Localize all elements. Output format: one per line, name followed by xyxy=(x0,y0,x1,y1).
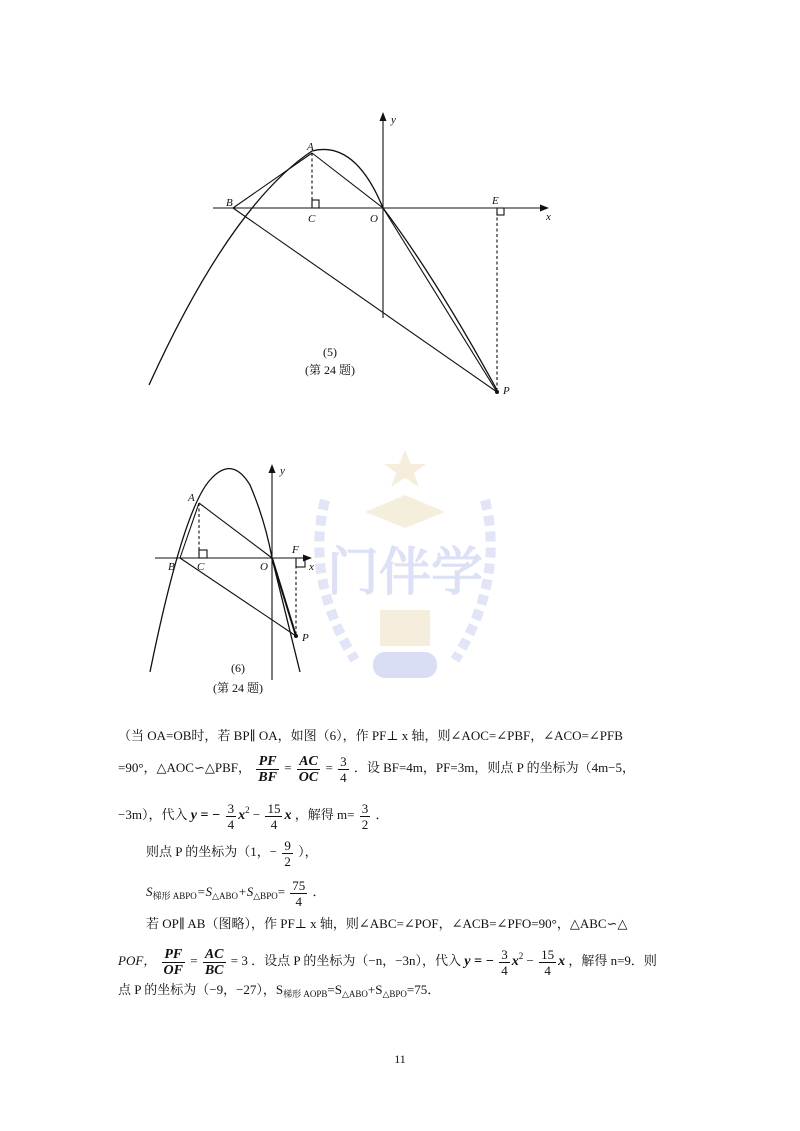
text-run: −3m），代入 xyxy=(118,807,188,822)
equals-3: = 3 xyxy=(230,953,248,968)
equation-y: y = − xyxy=(464,954,494,969)
watermark-text: 门伴学 xyxy=(326,545,484,602)
fig6-label-p: P xyxy=(302,632,309,644)
fraction-ac-bc: $\frac{AC}{BC}$ xyxy=(204,946,224,978)
fraction-pf-of: $\frac{PF}{OF}$ xyxy=(163,946,183,978)
fig6-label-y: y xyxy=(280,465,285,477)
var-x: x xyxy=(511,954,519,969)
var-x: x xyxy=(558,954,566,969)
text-run: ．设点 P 的坐标为（−n，−3n），代入 xyxy=(251,953,462,968)
text-run: 若 OP∥ AB（图略），作 PF⊥ x 轴，则∠ABC=∠POF，∠ACB=∠PFO=90°，△ABC∽△ xyxy=(146,916,628,931)
text-run: ． xyxy=(375,807,389,822)
solution-line-6 xyxy=(146,914,731,934)
fig5-number: (5) xyxy=(323,345,337,359)
fig6-number: (6) xyxy=(231,661,245,675)
text-run: +S xyxy=(237,884,254,899)
solution-line-8 xyxy=(118,980,703,1004)
solution-line-1 xyxy=(118,726,703,746)
solution-line-7 xyxy=(118,936,703,976)
exponent: 2 xyxy=(518,951,524,961)
fig6-label-f: F xyxy=(292,544,299,556)
fig5-label-x: x xyxy=(546,211,551,223)
text-run: ，解得 n=9．则 xyxy=(568,953,657,968)
text-run: ． xyxy=(312,884,326,899)
equation-y: y = − xyxy=(190,808,221,823)
subscript: △ABO xyxy=(341,989,368,999)
fig6-label-c: C xyxy=(197,561,205,573)
fig5-label-a: A xyxy=(307,141,314,153)
subscript: 梯形 AOPB xyxy=(283,989,328,999)
text-run: POF， xyxy=(118,953,157,968)
equals-sign: = xyxy=(277,884,286,899)
fraction-ac-oc: $\frac{AC}{OC}$ xyxy=(298,753,319,785)
fraction-15-4: $\frac{15}{4}$ xyxy=(267,800,281,832)
text-run: +S xyxy=(367,982,383,997)
fig5-label-e: E xyxy=(492,195,499,207)
solution-line-5 xyxy=(146,872,731,912)
fig5-label-o: O xyxy=(370,213,378,225)
minus-sign: − xyxy=(249,807,264,822)
text-run: 点 P 的坐标为（−9，−27），S xyxy=(118,982,284,997)
minus-sign: − xyxy=(523,953,538,968)
fraction-pf-bf: $\frac{PF}{BF}$ xyxy=(258,753,277,785)
fraction-15-4-2: $\frac{15}{4}$ xyxy=(541,946,555,978)
fig5-label-p: P xyxy=(503,385,510,397)
text-run: 则点 P 的坐标为（1，− xyxy=(146,844,278,859)
fraction-3-4-coef-2: $\frac{3}{4}$ xyxy=(501,946,508,978)
solution-line-4 xyxy=(146,832,731,872)
exponent: 2 xyxy=(245,805,250,815)
text-run: ）， xyxy=(298,844,318,859)
fig6-label-x: x xyxy=(309,561,314,573)
text-run: =75． xyxy=(406,982,441,997)
fig5-label-c: C xyxy=(308,213,316,225)
equals-sign: = xyxy=(284,760,292,775)
fraction-9-2: $\frac{9}{2}$ xyxy=(284,837,291,869)
fraction-m: $\frac{3}{2}$ xyxy=(361,800,369,832)
fraction-3-4-coef: $\frac{3}{4}$ xyxy=(227,800,235,832)
fig6-label-a: A xyxy=(188,492,195,504)
subscript: △BPO xyxy=(382,989,407,999)
text-run: =90°，△AOC∽△PBF， xyxy=(118,760,251,775)
page-number: 11 xyxy=(394,1052,406,1066)
text-run: =S xyxy=(327,982,342,997)
text-run: =S xyxy=(196,884,213,899)
text-run: ．设 BF=4m，PF=3m，则点 P 的坐标为（4m−5， xyxy=(353,760,636,775)
solution-line-3 xyxy=(118,790,703,830)
text-run: ，解得 m= xyxy=(294,807,355,822)
fig6-label-o: O xyxy=(260,561,268,573)
subscript: △ABO xyxy=(212,891,238,901)
text-run: （当 OA=OB时，若 BP∥ OA，如图（6），作 PF⊥ x 轴，则∠AOC=∠PBF，∠ACO=∠PFB xyxy=(118,728,623,743)
fig5-label-y: y xyxy=(391,114,396,126)
fig5-caption: (第 24 题) xyxy=(305,363,355,377)
fig6-label-b: B xyxy=(168,561,175,573)
equals-sign: = xyxy=(325,760,333,775)
fraction-75-4: $\frac{75}{4}$ xyxy=(292,877,306,909)
area-symbol: S xyxy=(146,884,153,899)
var-x: x xyxy=(284,808,292,823)
subscript: 梯形 ABPO xyxy=(152,891,197,901)
var-x: x xyxy=(238,808,246,823)
solution-line-2 xyxy=(118,748,703,788)
equals-sign: = xyxy=(190,953,198,968)
subscript: △BPO xyxy=(253,891,278,901)
fig6-caption: (第 24 题) xyxy=(213,681,263,695)
fig5-label-b: B xyxy=(226,197,233,209)
fraction-3-4: $\frac{3}{4}$ xyxy=(340,753,347,785)
